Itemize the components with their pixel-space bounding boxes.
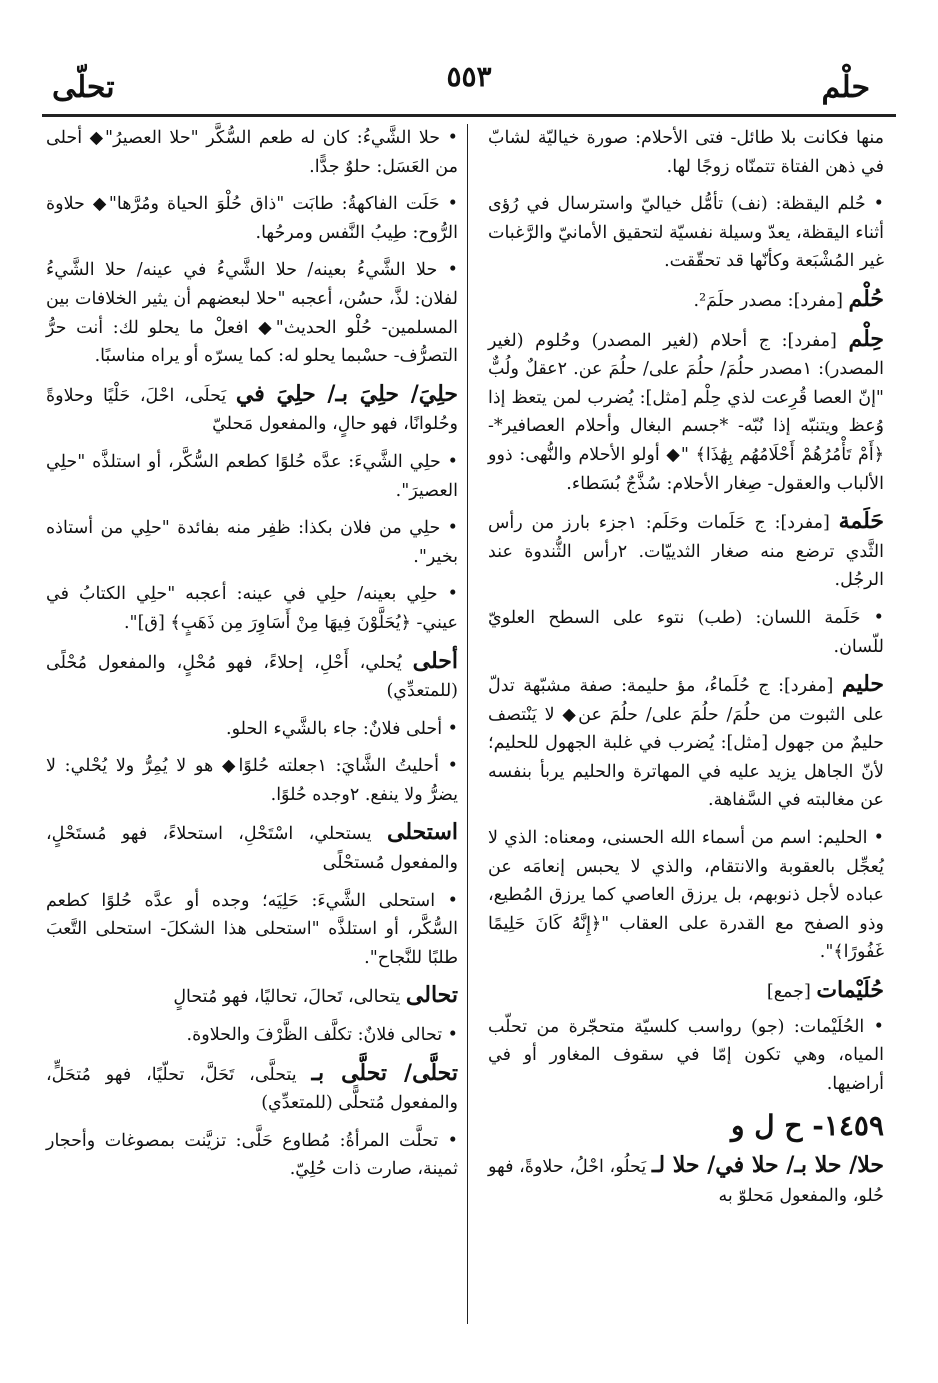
entry-paragraph: حِلْم [مفرد]: ج أحلام (لغير المصدر) وحُلوم (لغير المصدر): ١مصدر حلُمَ/ حلُمَ على/ حلُمَ عن. ٢عقلٌ ولُبٌّ "إنّ العصا قُرِعت لذي حِلْم [مثل]: يُضرب لمن يتعظ إذا وُعظ ويتنبّه إذا نُبّه- *جسم البغال وأحلام العصافير*- ﴿أَمْ تَأْمُرُهُمْ أَحْلَامُهُم بِهَٰذَا﴾ "◆ أولو الأحلام والنُّهى: ذوو الألباب والعقول- صِغار الأحلام: سُذَّجٌ بُسَطاء.: [488, 325, 885, 494]
entry-paragraph: • حلا الشَّيءُ: كان له طعم السُّكَّر "حلا العصيرُ"◆ أحلى من العَسَل: حلوٌ جدًّا.: [46, 128, 458, 177]
entry-paragraph: • حلِي بعينه/ حلِي في عينه: أعجبه "حلِي الكتابُ في عيني- ﴿يُحَلَّوْنَ فِيهَا مِنْ أَسَاوِرَ مِن ذَهَبٍ﴾ [ق]".: [46, 584, 458, 633]
entry-paragraph: أحلى يُحلي، أَحْلِ، إحلاءً، فهو مُحْلٍ، والمفعول مُحْلًى (للمتعدِّي): [46, 647, 458, 702]
entry-paragraph: • الحليم: اسم من أسماء الله الحسنى، ومعناه: الذي لا يُعجِّل بالعقوبة والانتقام، والذي لا يحبس إنعامَه عن عباده لأجل ذنوبهم، بل يرزق العاصي كما يرزق المُطيع، وذو الصفح مع القدرة على العقاب "﴿إِنَّهُ كَانَ حَلِيمًا غَفُورًا﴾".: [488, 828, 884, 963]
headword: تحلَّى/ تحلَّى بـ: [311, 1059, 459, 1086]
headword: تحالى: [405, 982, 458, 1009]
entry-paragraph: • حَلَمة اللسان: (طب) نتوء على السطح العلويّ للّسان.: [488, 607, 884, 657]
headword: حُلَيْمات: [816, 977, 884, 1004]
entry-paragraph: حليم [مفرد]: ج حُلَماءُ، مؤ حليمة: صفة مشبّهة تدلّ على الثبوت من حلُمَ/ حلُمَ على/ حلُمَ عن◆ لا يَنْتصف حليمٌ من جهول [مثل]: يُضرب في غلبة الجهول للحليم؛ لأنّ الجاهل يزيد عليه في المهاترة والحليم يربأ بنفسه عن مغالبته في السَّفاهة.: [488, 671, 884, 811]
headword: حُلْم: [848, 285, 884, 312]
entry-paragraph: حَلَمة [مفرد]: ج حَلَمات وحَلَم: ١جزء بارز من رأس الثَّدي ترضع منه صغار الثدييّات. ٢رأس الثُّندوة عند الرجُل.: [488, 508, 884, 591]
headword: حَلَمة: [838, 508, 884, 535]
left-column: [46, 124, 458, 1193]
entry-paragraph: حُلَيْمات [جمع]: [766, 977, 884, 1004]
entry-paragraph: تحالى يتحالى، تَحالَ، تحاليًا، فهو مُتحالٍ: [173, 982, 458, 1009]
entry-paragraph: • تحالى فلانٌ: تكلَّف الظَّرْفَ والحلاوة.: [186, 1025, 458, 1046]
entry-paragraph: • أحليتُ الشَّايَ: ١جعلته حُلوًا◆ هو لا يُمِرُّ ولا يُحْلي: لا يضرُّ ولا ينفع. ٢وجده حُلوًا.: [46, 756, 458, 805]
entry-paragraph: • حلِي الشَّيءَ: عدَّه حُلوًا كطعم السُّكَّر، أو استلذَّه "حلِي العصيرَ".: [46, 451, 458, 501]
entry-paragraph: • حلِي من فلان بكذا: ظفِر منه بفائدة "حلِي من أستاذه بخير".: [46, 518, 458, 567]
header-first-entry: حلْم: [821, 70, 870, 105]
entry-paragraph: • تحلَّت المرأةُ: مُطاوع حَلَّى: تزيَّنت بمصوغات وأحجار ثمينة، صارت ذات حُلِيّ.: [46, 1130, 458, 1180]
column-divider: [467, 124, 468, 1324]
page-header: [40, 52, 898, 105]
headword: حِلْم: [848, 325, 884, 352]
entry-paragraph: • حلا الشَّيءُ بعينه/ حلا الشَّيءُ في عينه/ حلا الشَّيءُ لفلان: لذَّ، حسُن، أعجبه "حلا لبعضهم أن يثير الخلافات بين المسلمين- حُلْو الحديث"◆ افعلْ ما يحلو لك: أنت حرُّ التصرُّف- حسْبما يحلو له: كما يسرّه أو يراه مناسبًا.: [46, 260, 458, 367]
entry-paragraph: • حَلَت الفاكهةُ: طابَت "ذاق حُلْوَ الحياة ومُرَّها"◆ حلاوة الرُّوح: طِيبُ النَّفس ومرحُها.: [46, 194, 458, 243]
header-last-entry: تحلّى: [52, 70, 115, 105]
entry-paragraph: • أحلى فلانٌ: جاء بالشَّيء الحلو.: [226, 718, 458, 739]
entry-paragraph: • استحلى الشَّيءَ: حَلِيَه؛ وجده أو عدَّه حُلوًا كطعم السُّكَّر، أو استلذَّه "استحلى هذا الشكلَ- استحلى التَّعبَ طلبًا للنَّجاح".: [46, 890, 458, 968]
entry-paragraph: حلِيَ/ حلِيَ بـ/ حلِيَ في يَحلَى، احْلَ، حَلْيًا وحلاوةً وحُلوانًا، فهو حالٍ، والمفعول مَحليّ: [46, 380, 458, 435]
headword: حلا/ حلا بـ/ حلا في/ حلا لـ: [651, 1152, 884, 1178]
headword: حليم: [841, 671, 884, 698]
entry-paragraph: حلا/ حلا بـ/ حلا في/ حلا لـ يَحلُو، احْلُ، حلاوةً، فهو حُلو، والمفعول مَحلوّ به: [488, 1152, 884, 1206]
root-heading: ١٤٥٩- ح ل و: [731, 1109, 884, 1143]
entry-paragraph: • حُلم اليقظة: (نف) تأمُّل خياليّ واسترسال في رُؤى أثناء اليقظة، يعدّ وسيلة نفسيّة لتحقيق الأمانيّ والرَّغبات غير المُشْبَعة وكأنّها قد تحقّقت.: [488, 194, 884, 272]
right-column: [488, 124, 884, 1219]
page-number: ٥٥٣: [446, 60, 492, 93]
entry-paragraph: • الحُلَيْمات: (جو) رواسب كلسيّة متحجّرة من تحلّب المياه، وهي تكون إمّا في سقوف المغاور أو في أراضيها.: [488, 1016, 884, 1094]
entry-paragraph: حُلْم [مفرد]: مصدر حلَمَ².: [693, 285, 884, 312]
header-rule: [42, 114, 896, 117]
headword: حلِيَ/ حلِيَ بـ/ حلِيَ في: [235, 380, 458, 407]
headword: أحلى: [412, 647, 458, 674]
headword: استحلى: [386, 819, 458, 846]
entry-paragraph: تحلَّى/ تحلَّى بـ يتحلَّى، تَحَلَّ، تحلّيًا، فهو مُتحَلٍّ، والمفعول مُتحلًّى (للمتعدِّي): [46, 1059, 459, 1114]
entry-paragraph: استحلى يستحلي، اسْتَحْلِ، استحلاءً، فهو مُستَحْلٍ، والمفعول مُستحْلًى: [46, 819, 458, 874]
entry-paragraph: منها فكانت بلا طائل- فتى الأحلام: صورة خياليّة لشابّ في ذهن الفتاة تتمنّاه زوجًا لها.: [488, 128, 884, 177]
